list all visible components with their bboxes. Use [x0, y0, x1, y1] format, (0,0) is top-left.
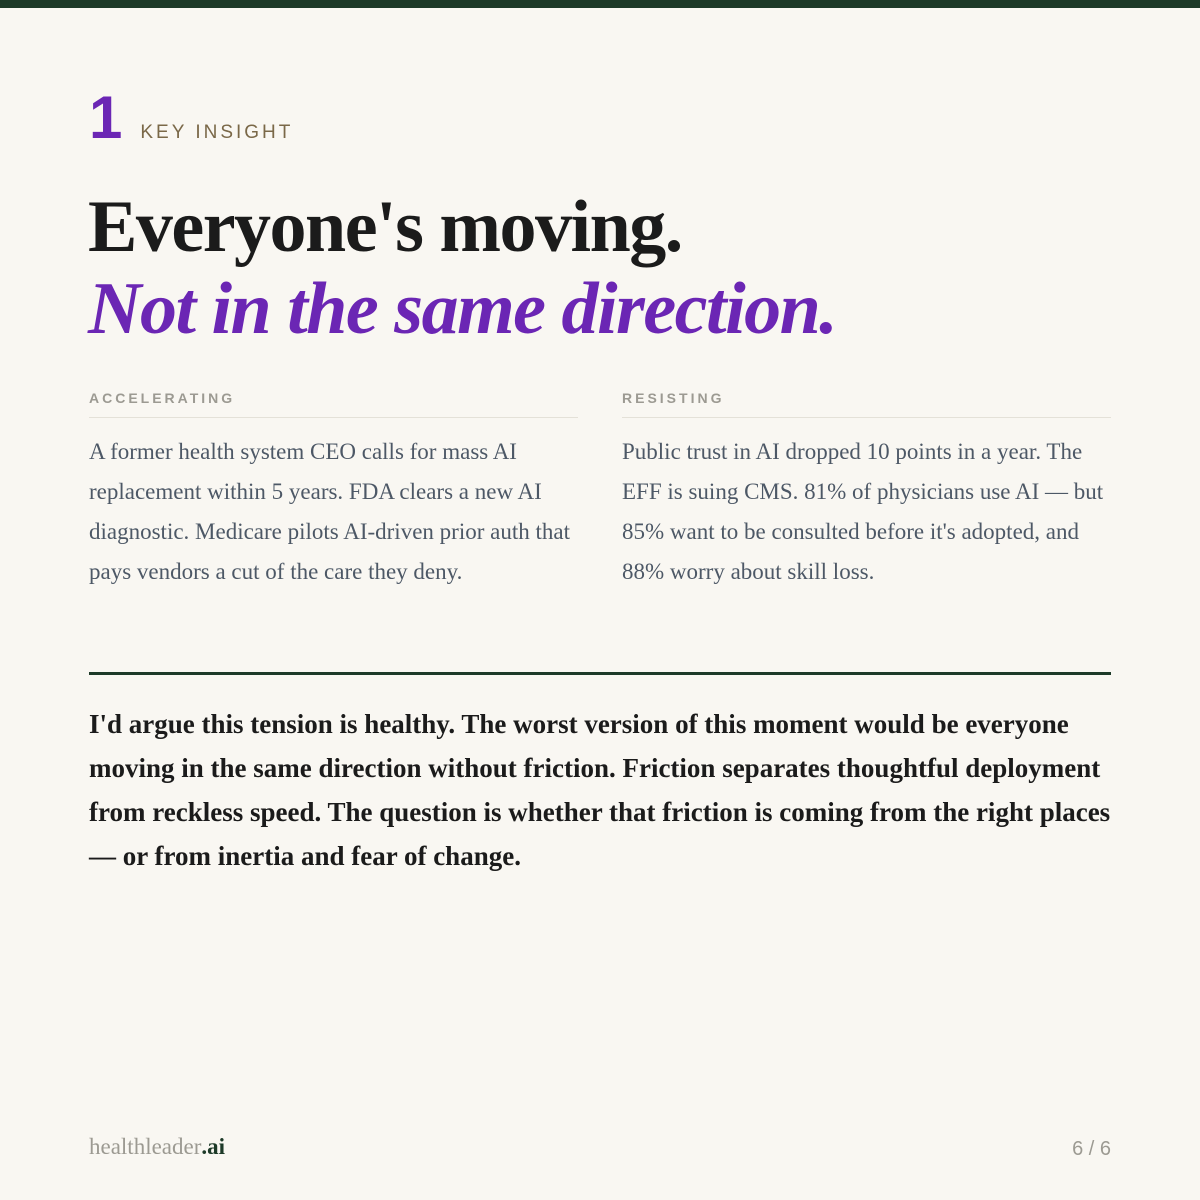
insight-label: KEY INSIGHT: [140, 122, 294, 143]
resisting-body: Public trust in AI dropped 10 points in a year. The EFF is suing CMS. 81% of physicians use AI — but 85% want to be consulted before it's adopted, and 88% worry about skill loss.: [622, 439, 1104, 584]
page-indicator: 6 / 6: [1072, 1138, 1111, 1160]
brand-tld: .ai: [201, 1134, 226, 1159]
brand-logo[interactable]: [89, 1134, 225, 1160]
accelerating-label: ACCELERATING: [89, 390, 578, 418]
section-divider: [89, 672, 1111, 675]
brand-name: healthleader: [89, 1134, 202, 1159]
key-insight-header: [89, 84, 294, 151]
resisting-column: [622, 390, 1111, 592]
argument-paragraph: I'd argue this tension is healthy. The worst version of this moment would be everyone moving in the same direction without friction. Friction separates thoughtful deployment from reckless speed. The question is whether that friction is coming from the right places — or from inertia and fear of change.: [89, 709, 1111, 871]
headline-line-1: Everyone's moving.: [88, 186, 682, 268]
accelerating-column: [89, 390, 578, 592]
headline: [88, 186, 836, 350]
accelerating-body: A former health system CEO calls for mass AI replacement within 5 years. FDA clears a new AI diagnostic. Medicare pilots AI-driven prior auth that pays vendors a cut of the care they deny.: [89, 439, 570, 584]
resisting-label: RESISTING: [622, 390, 1111, 418]
top-accent-bar: [0, 0, 1200, 8]
insight-number: 1: [89, 84, 123, 151]
headline-line-2: Not in the same direction.: [88, 268, 837, 350]
